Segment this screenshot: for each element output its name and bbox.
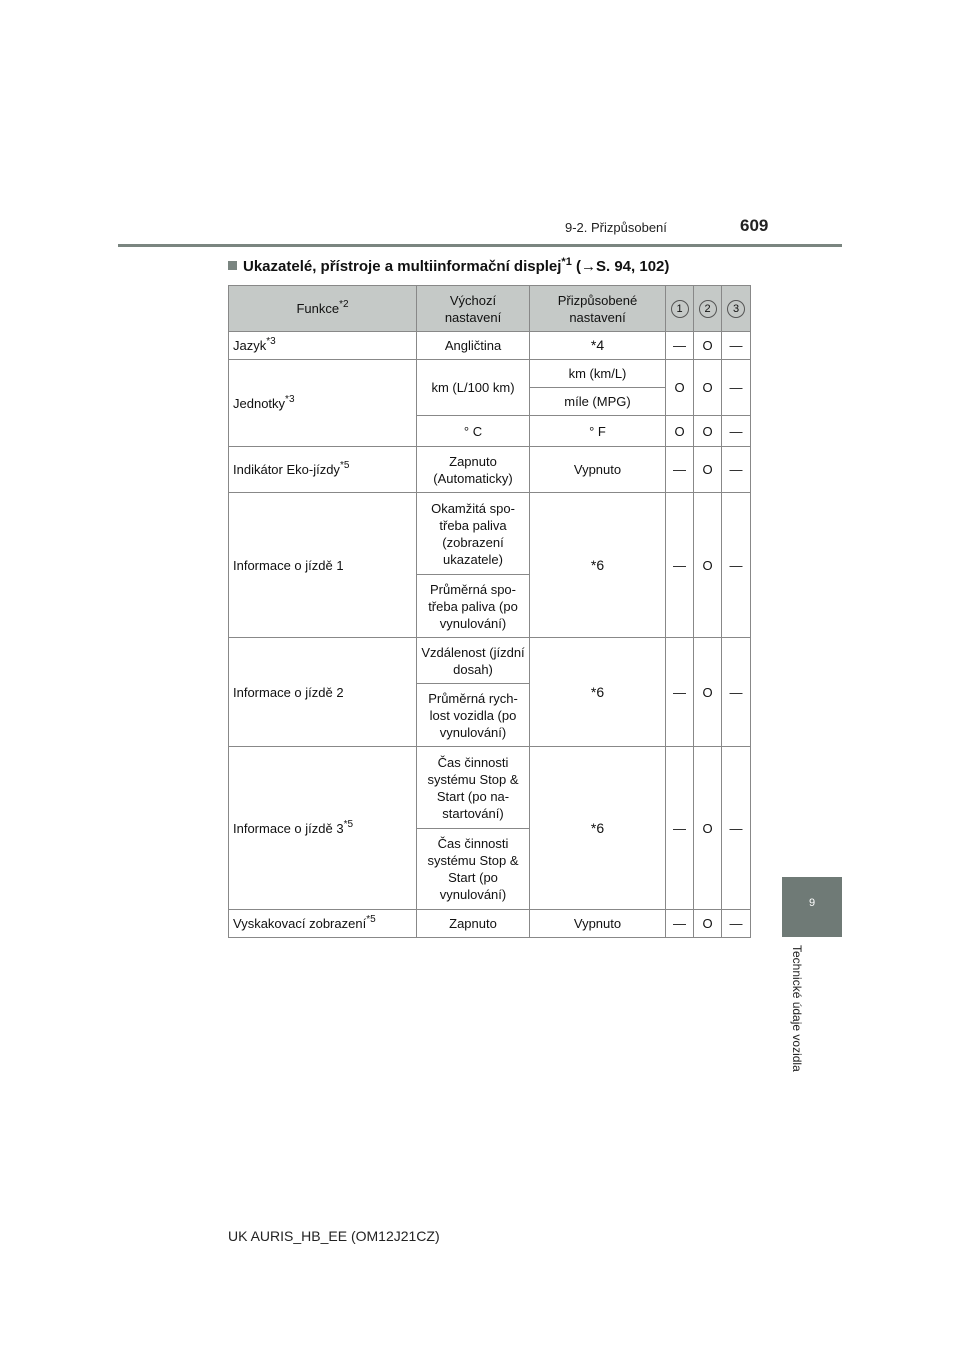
heading-square-icon xyxy=(228,261,237,270)
chapter-label: Technické údaje vozidla xyxy=(790,945,804,1072)
heading-ref: (→S. 94, 102) xyxy=(576,258,670,275)
table-row: míle (MPG) xyxy=(229,388,751,416)
heading-note: *1 xyxy=(561,256,572,268)
section-heading xyxy=(228,256,669,275)
table-row: ° C ° F O O — xyxy=(229,416,751,447)
header-divider xyxy=(118,244,842,247)
table-row: Čas činnosti systému Stop & Start (po vynulování) xyxy=(229,829,751,910)
circled-one-icon: 1 xyxy=(671,300,689,318)
table-row: Informace o jízdě 2 Vzdálenost (jízdní dosah) *6 — O — xyxy=(229,638,751,684)
table-row: Jednotky$^{*3}$ km (L/100 km) km (km/L) O O — xyxy=(229,360,751,388)
section-title: 9-2. Přizpůsobení xyxy=(565,220,667,235)
settings-table xyxy=(228,285,751,938)
document-code: UK AURIS_HB_EE (OM12J21CZ) xyxy=(228,1228,440,1244)
table-row: Průměrná spo-třeba paliva (po vynulování) xyxy=(229,575,751,638)
header-col3 xyxy=(722,286,751,332)
chapter-number: 9 xyxy=(808,897,816,909)
header-default: Výchozí nastavení xyxy=(417,286,530,332)
table-row: Vyskakovací zobrazení$^{*5}$ Zapnuto Vypnuto — O — xyxy=(229,910,751,938)
table-row: Průměrná rych-lost vozidla (po vynulování) xyxy=(229,684,751,747)
page-number: 609 xyxy=(740,216,769,235)
circled-two-icon: 2 xyxy=(699,300,717,318)
table-row: Informace o jízdě 3$^{*5}$ Čas činnosti systému Stop & Start (po na-startování) *6 — O — xyxy=(229,747,751,829)
heading-text: Ukazatelé, přístroje a multiinformační displej xyxy=(243,258,562,275)
chapter-tab xyxy=(782,877,842,937)
table-header-row xyxy=(229,286,751,332)
circled-three-icon: 3 xyxy=(727,300,745,318)
header-function: Funkce$^{*2}$ xyxy=(229,286,417,332)
header-custom: Přizpůsobené nastavení xyxy=(530,286,666,332)
table-row: Indikátor Eko-jízdy$^{*5}$ Zapnuto (Automaticky) Vypnuto — O — xyxy=(229,447,751,493)
table-row: Informace o jízdě 1 Okamžitá spo-třeba paliva (zobrazení ukazatele) *6 — O — xyxy=(229,493,751,575)
table-row: Jazyk$^{*3}$ Angličtina *4 — O — xyxy=(229,332,751,360)
header-col2 xyxy=(694,286,722,332)
header-col1 xyxy=(666,286,694,332)
